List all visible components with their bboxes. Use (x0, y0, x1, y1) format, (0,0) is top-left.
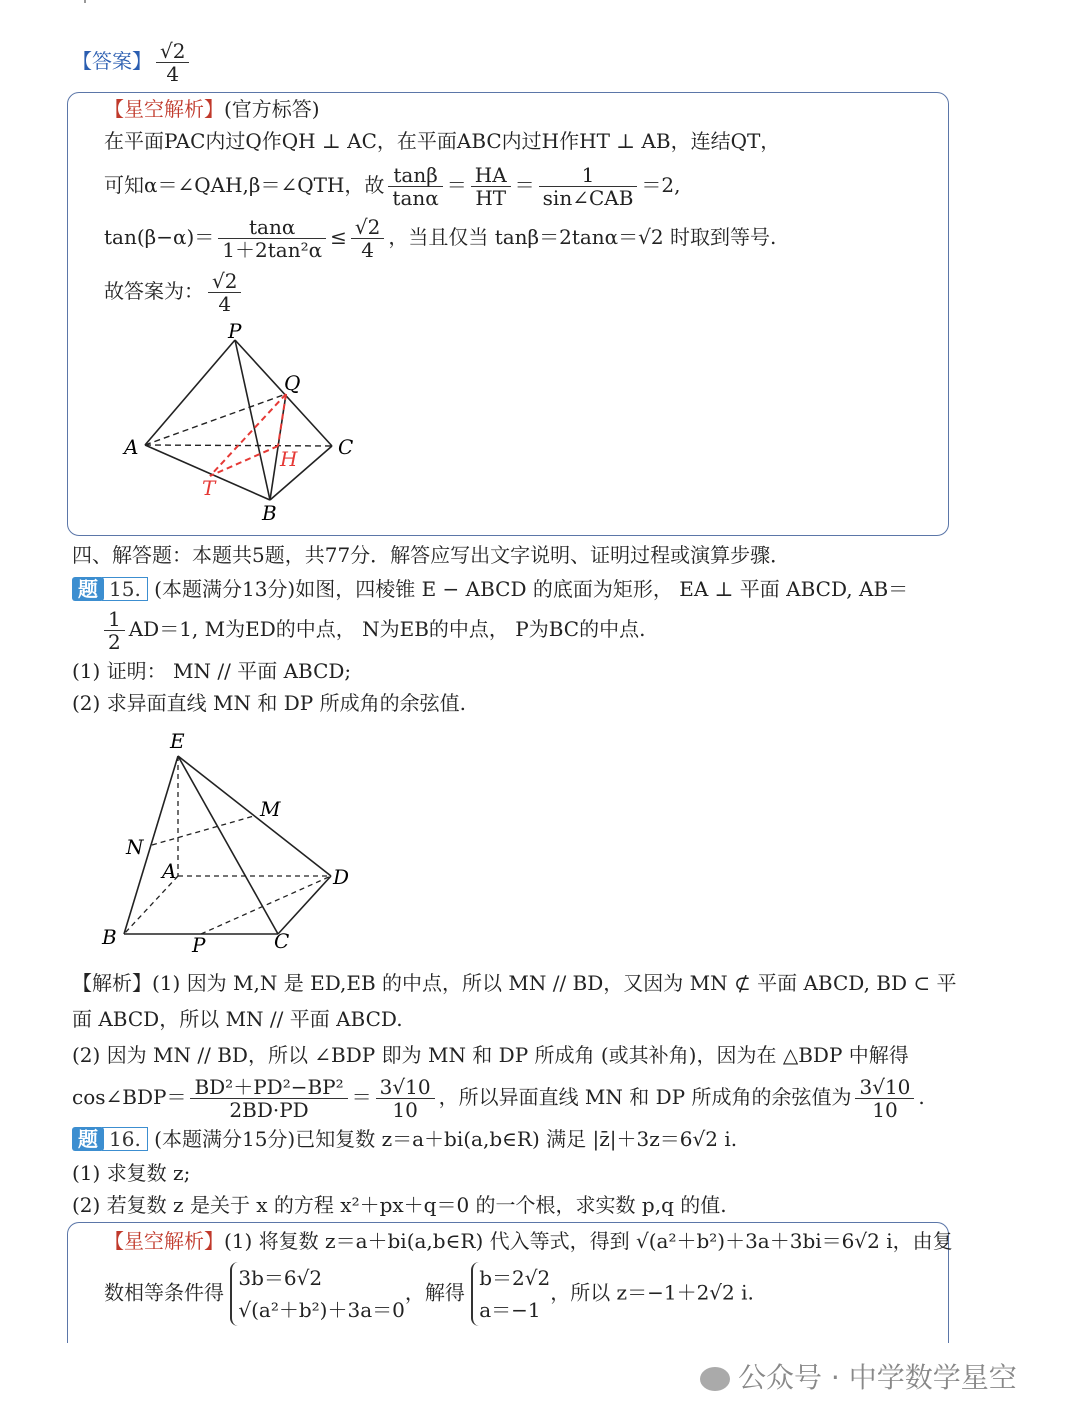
q16-line1: 题 16. (本题满分15分)已知复数 z＝a＋bi(a,b∈R) 满足 |z̄|＋3z＝6√2 i. (72, 1124, 737, 1154)
edge-CD (278, 876, 331, 934)
q15-part1: (1) 证明： MN // 平面 ABCD; (72, 659, 352, 683)
answer-fraction: $\frac{√2}{4}$ (156, 40, 189, 85)
label-P: P (228, 319, 242, 343)
label-E: E (170, 729, 185, 753)
edge-ED (178, 756, 331, 876)
solution1-line2: 可知α＝∠QAH,β＝∠QTH，故 $\frac{\tan\beta}{\tan\alpha}$ ＝ $\frac{HA}{HT}$ ＝ $\frac{1}{\text{sin∠CAB}}$ ＝2, (104, 163, 681, 210)
q15-part2: (2) 求异面直线 MN 和 DP 所成角的余弦值. (72, 691, 466, 715)
system-equations-2: b＝2√2 a＝−1 (471, 1262, 550, 1326)
edge-PA (145, 340, 235, 445)
figure-tetrahedron (110, 318, 380, 528)
solution1-line1: 在平面PAC内过Q作QH ⊥ AC，在平面ABC内过H作HT ⊥ AB，连结QT， (104, 129, 781, 153)
answer-tag: 【答案】 (72, 49, 152, 73)
label-C: C (274, 929, 290, 953)
label-T: T (202, 476, 216, 500)
label-M: M (260, 797, 281, 821)
q15-solution-line4: cos∠BDP＝ $\frac{\text{BD²＋PD²−BP²}}{2BD\cdot PD}$ ＝ $\frac{3√10}{10}$ ，所以异面直线 MN 和 DP 所成角的余弦值为 $\frac{3√10}{10}$ . (72, 1075, 925, 1122)
segment-NM-hidden (152, 816, 254, 845)
system-equations-1: 3b＝6√2 √(a²＋b²)＋3a＝0 (230, 1262, 404, 1326)
edge-EC (178, 756, 278, 934)
solution1-heading: 【星空解析】(官方标答) (104, 97, 320, 121)
segment-QT (210, 394, 286, 476)
solution1-line3: tan(β−α)＝ $\frac{\tan\alpha}{\text{1＋2tan²α}}$ ≤ $\frac{√2}{4}$ ，当且仅当 tanβ＝2tanα＝√2 时取到等号. (104, 215, 777, 262)
wechat-icon (700, 1367, 730, 1391)
q15-line2: $\frac{1}{2}$ AD＝1, M为ED的中点， N为EB的中点， P为BC的中点. (100, 604, 645, 654)
top-mark (84, 0, 86, 3)
label-N: N (126, 835, 144, 859)
label-B: B (102, 925, 117, 949)
segment-HT (210, 446, 278, 476)
q16-solution-line2: 数相等条件得 3b＝6√2 √(a²＋b²)＋3a＝0 ，解得 b＝2√2 a＝−1 ，所以 z＝−1＋2√2 i. (104, 1262, 754, 1326)
watermark: 公众号 · 中学数学星空 (700, 1356, 1017, 1396)
label-A: A (124, 435, 139, 459)
q16-solution-line1: 【星空解析】(1) 将复数 z＝a＋bi(a,b∈R) 代入等式，得到 √(a²＋b²)＋3a＋3bi＝6√2 i，由复 (104, 1229, 953, 1253)
label-P: P (192, 933, 206, 957)
label-D: D (333, 865, 350, 889)
segment-PD-hidden (201, 876, 331, 934)
label-C: C (338, 435, 354, 459)
label-B: B (262, 501, 277, 525)
q15-line1: 题 15. (本题满分13分)如图，四棱锥 E − ABCD 的底面为矩形， EA ⊥ 平面 ABCD, AB＝ (72, 574, 908, 604)
label-Q: Q (284, 371, 301, 395)
solution1-line4: 故答案为： $\frac{√2}{4}$ (104, 266, 245, 316)
edge-PB (235, 340, 270, 500)
q15-solution-line2: 面 ABCD，所以 MN // 平面 ABCD. (72, 1007, 403, 1031)
label-H: H (280, 447, 298, 471)
q16-part2: (2) 若复数 z 是关于 x 的方程 x²＋px＋q＝0 的一个根，求实数 p,q 的值. (72, 1193, 727, 1217)
answer-line (72, 40, 193, 85)
label-A: A (162, 859, 177, 883)
q15-solution-line1: 【解析】(1) 因为 M,N 是 ED,EB 的中点，所以 MN // BD，又因为 MN ⊄ 平面 ABCD, BD ⊂ 平 (72, 971, 957, 995)
q16-part1: (1) 求复数 z; (72, 1161, 191, 1185)
section-heading: 四、解答题：本题共5题，共77分．解答应写出文字说明、证明过程或演算步骤． (72, 543, 791, 567)
figure-pyramid (96, 724, 366, 960)
q15-solution-line3: (2) 因为 MN // BD，所以 ∠BDP 即为 MN 和 DP 所成角 (或其补角)，因为在 △BDP 中解得 (72, 1043, 909, 1067)
